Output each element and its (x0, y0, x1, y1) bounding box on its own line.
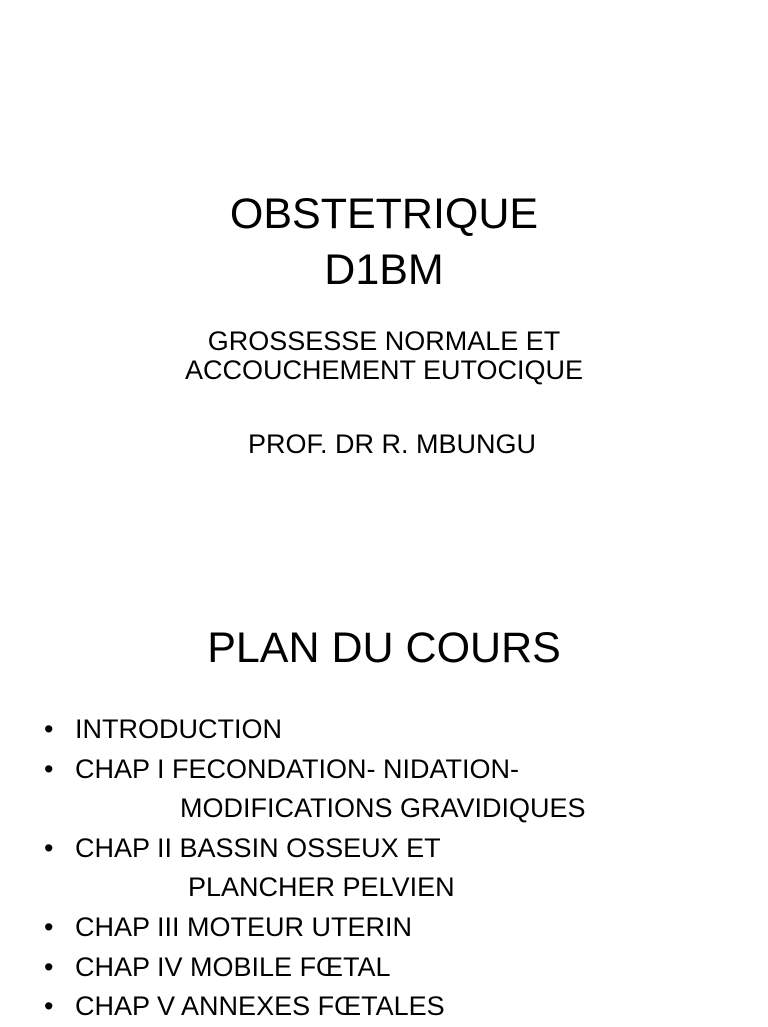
bullet-icon: • (44, 951, 54, 982)
plan-slide (0, 540, 768, 1024)
list-item-text: CHAP II BASSIN OSSEUX ET (75, 832, 441, 863)
list-item (44, 908, 754, 948)
bullet-icon: • (44, 991, 54, 1022)
list-item-continuation: MODIFICATIONS GRAVIDIQUES (180, 793, 586, 824)
list-item-text: CHAP I FECONDATION- NIDATION- (75, 753, 520, 784)
subtitle-line-2: ACCOUCHEMENT EUTOCIQUE (184, 355, 584, 385)
list-item-text: CHAP IV MOBILE FŒTAL (75, 951, 391, 982)
plan-title: PLAN DU COURS (207, 624, 561, 672)
bullet-icon: • (44, 911, 54, 942)
list-item (44, 710, 754, 750)
list-item (44, 948, 754, 988)
course-title (0, 186, 768, 298)
bullet-icon: • (44, 832, 54, 863)
plan-list (44, 710, 754, 1027)
author-name: PROF. DR R. MBUNGU (247, 429, 536, 459)
course-code-line: D1BM (324, 246, 444, 294)
course-title-line: OBSTETRIQUE (229, 190, 539, 238)
bullet-icon: • (44, 714, 54, 744)
list-item (44, 987, 754, 1027)
list-item (44, 829, 754, 908)
list-item-text: INTRODUCTION (75, 714, 282, 744)
bullet-icon: • (44, 753, 54, 784)
list-item (44, 750, 754, 829)
course-subtitle (0, 327, 768, 385)
list-item-continuation: PLANCHER PELVIEN (188, 872, 455, 903)
subtitle-line-1: GROSSESSE NORMALE ET (207, 326, 561, 356)
list-item-text: CHAP V ANNEXES FŒTALES (75, 991, 445, 1022)
list-item-text: CHAP III MOTEUR UTERIN (75, 911, 413, 942)
